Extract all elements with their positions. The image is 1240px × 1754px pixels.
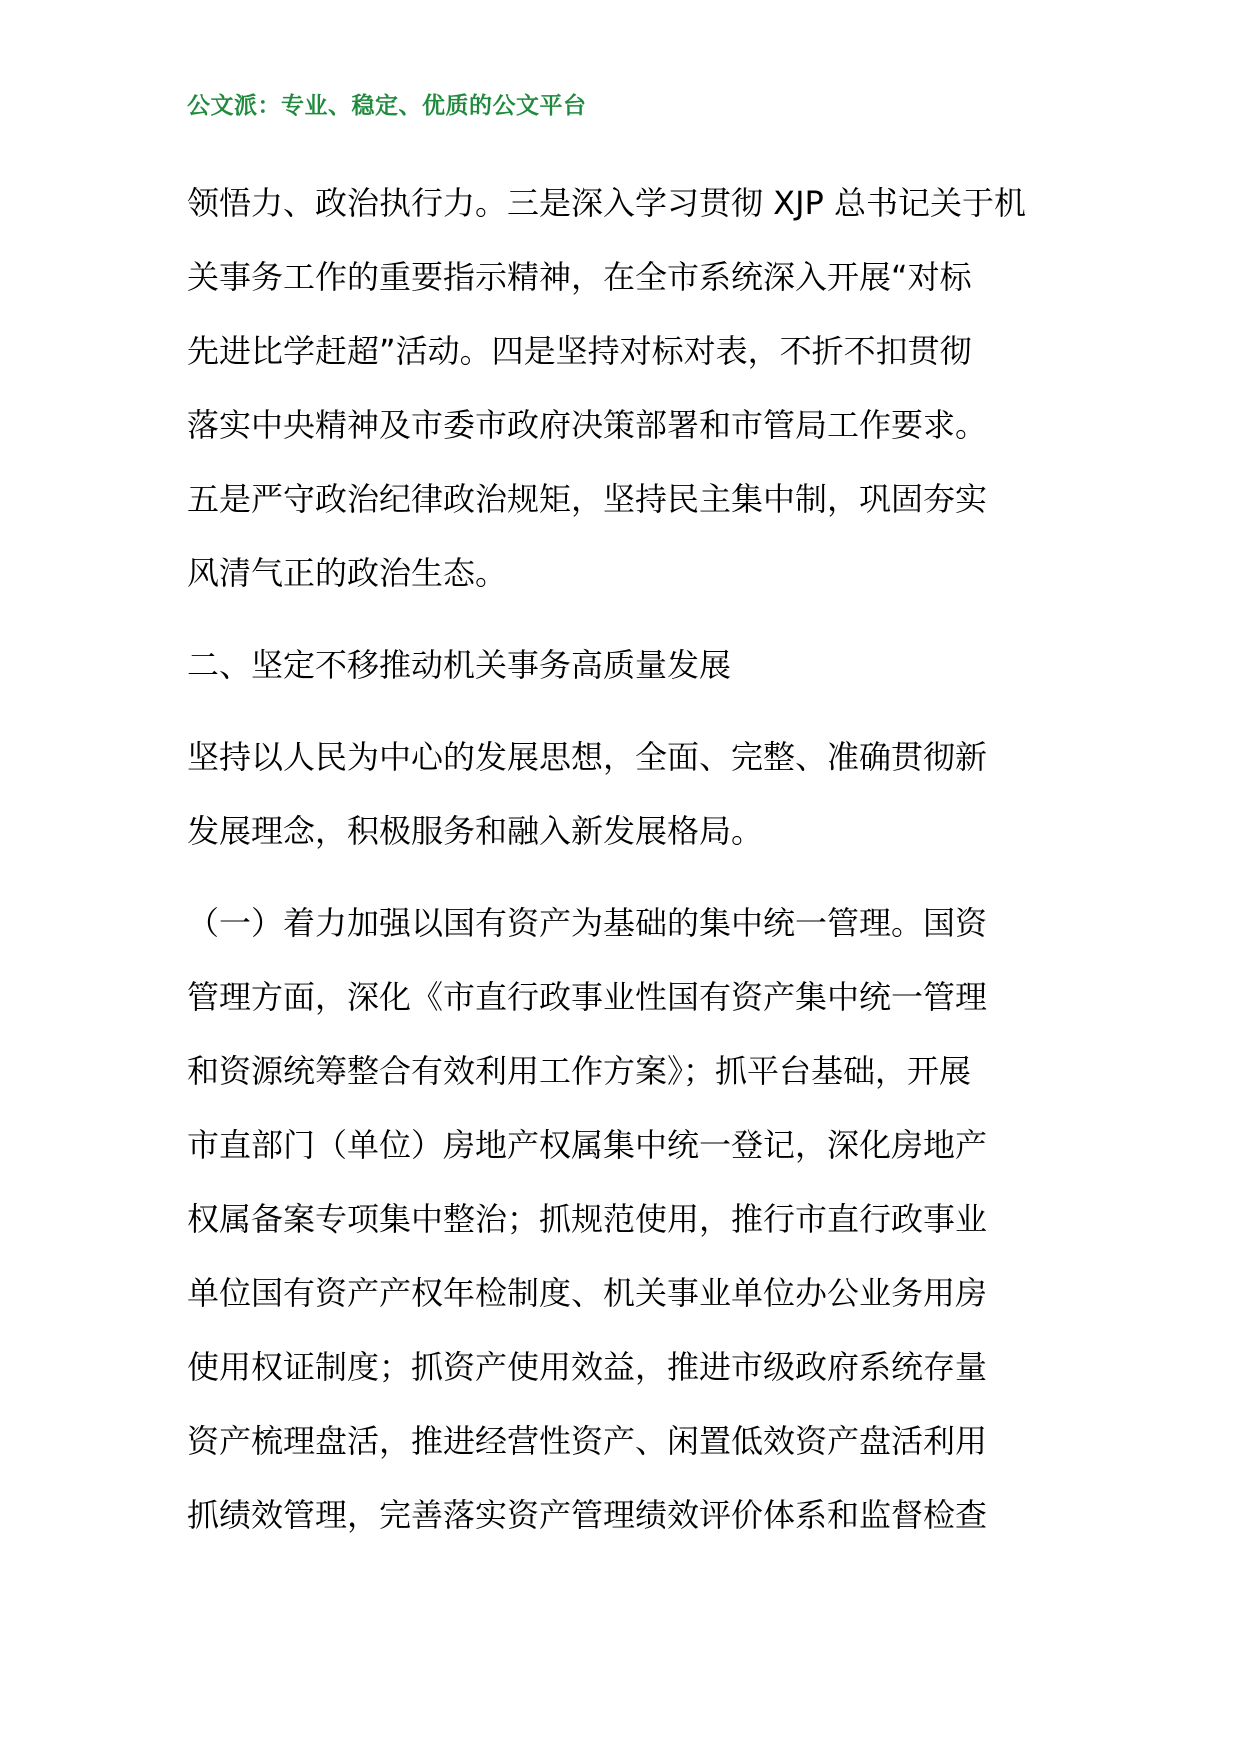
document-body — [187, 166, 1067, 1552]
text-line: 单位国有资产产权年检制度、机关事业单位办公业务用房 — [187, 1274, 988, 1312]
text-line: 关事务工作的重要指示精神，在全市系统深入开展“对标 — [187, 258, 972, 296]
text-line: 管理方面，深化《市直行政事业性国有资产集中统一管理 — [187, 978, 988, 1016]
text-line: 坚持以人民为中心的发展思想，全面、完整、准确贯彻新 — [187, 738, 988, 776]
paragraph-1 — [187, 166, 1067, 610]
text-line: 和资源统筹整合有效利用工作方案》；抓平台基础，开展 — [187, 1052, 972, 1090]
text-line: 资产梳理盘活，推进经营性资产、闲置低效资产盘活利用 — [187, 1422, 988, 1460]
text-line: 市直部门（单位）房地产权属集中统一登记，深化房地产 — [187, 1126, 988, 1164]
paragraph-3 — [187, 886, 1067, 1552]
paragraph-gap — [187, 702, 1067, 720]
text-line: 抓绩效管理，完善落实资产管理绩效评价体系和监督检查 — [187, 1496, 988, 1534]
text-line: 领悟力、政治执行力。三是深入学习贯彻 XJP 总书记关于机 — [187, 184, 1027, 222]
text-line: 发展理念，积极服务和融入新发展格局。 — [187, 812, 764, 850]
text-line: 风清气正的政治生态。 — [187, 554, 508, 592]
page-header-title: 公文派：专业、稳定、优质的公文平台 — [187, 93, 587, 119]
text-line: （一）着力加强以国有资产为基础的集中统一管理。国资 — [187, 904, 988, 942]
paragraph-gap — [187, 610, 1067, 628]
text-line: 权属备案专项集中整治；抓规范使用，推行市直行政事业 — [187, 1200, 988, 1238]
section-heading — [187, 628, 1067, 702]
heading-text: 二、坚定不移推动机关事务高质量发展 — [187, 646, 732, 684]
text-line: 落实中央精神及市委市政府决策部署和市管局工作要求。 — [187, 406, 988, 444]
text-line: 五是严守政治纪律政治规矩，坚持民主集中制，巩固夯实 — [187, 480, 988, 518]
paragraph-2 — [187, 720, 1067, 868]
paragraph-gap — [187, 868, 1067, 886]
text-line: 先进比学赶超”活动。四是坚持对标对表，不折不扣贯彻 — [187, 332, 972, 370]
text-line: 使用权证制度；抓资产使用效益，推进市级政府系统存量 — [187, 1348, 988, 1386]
